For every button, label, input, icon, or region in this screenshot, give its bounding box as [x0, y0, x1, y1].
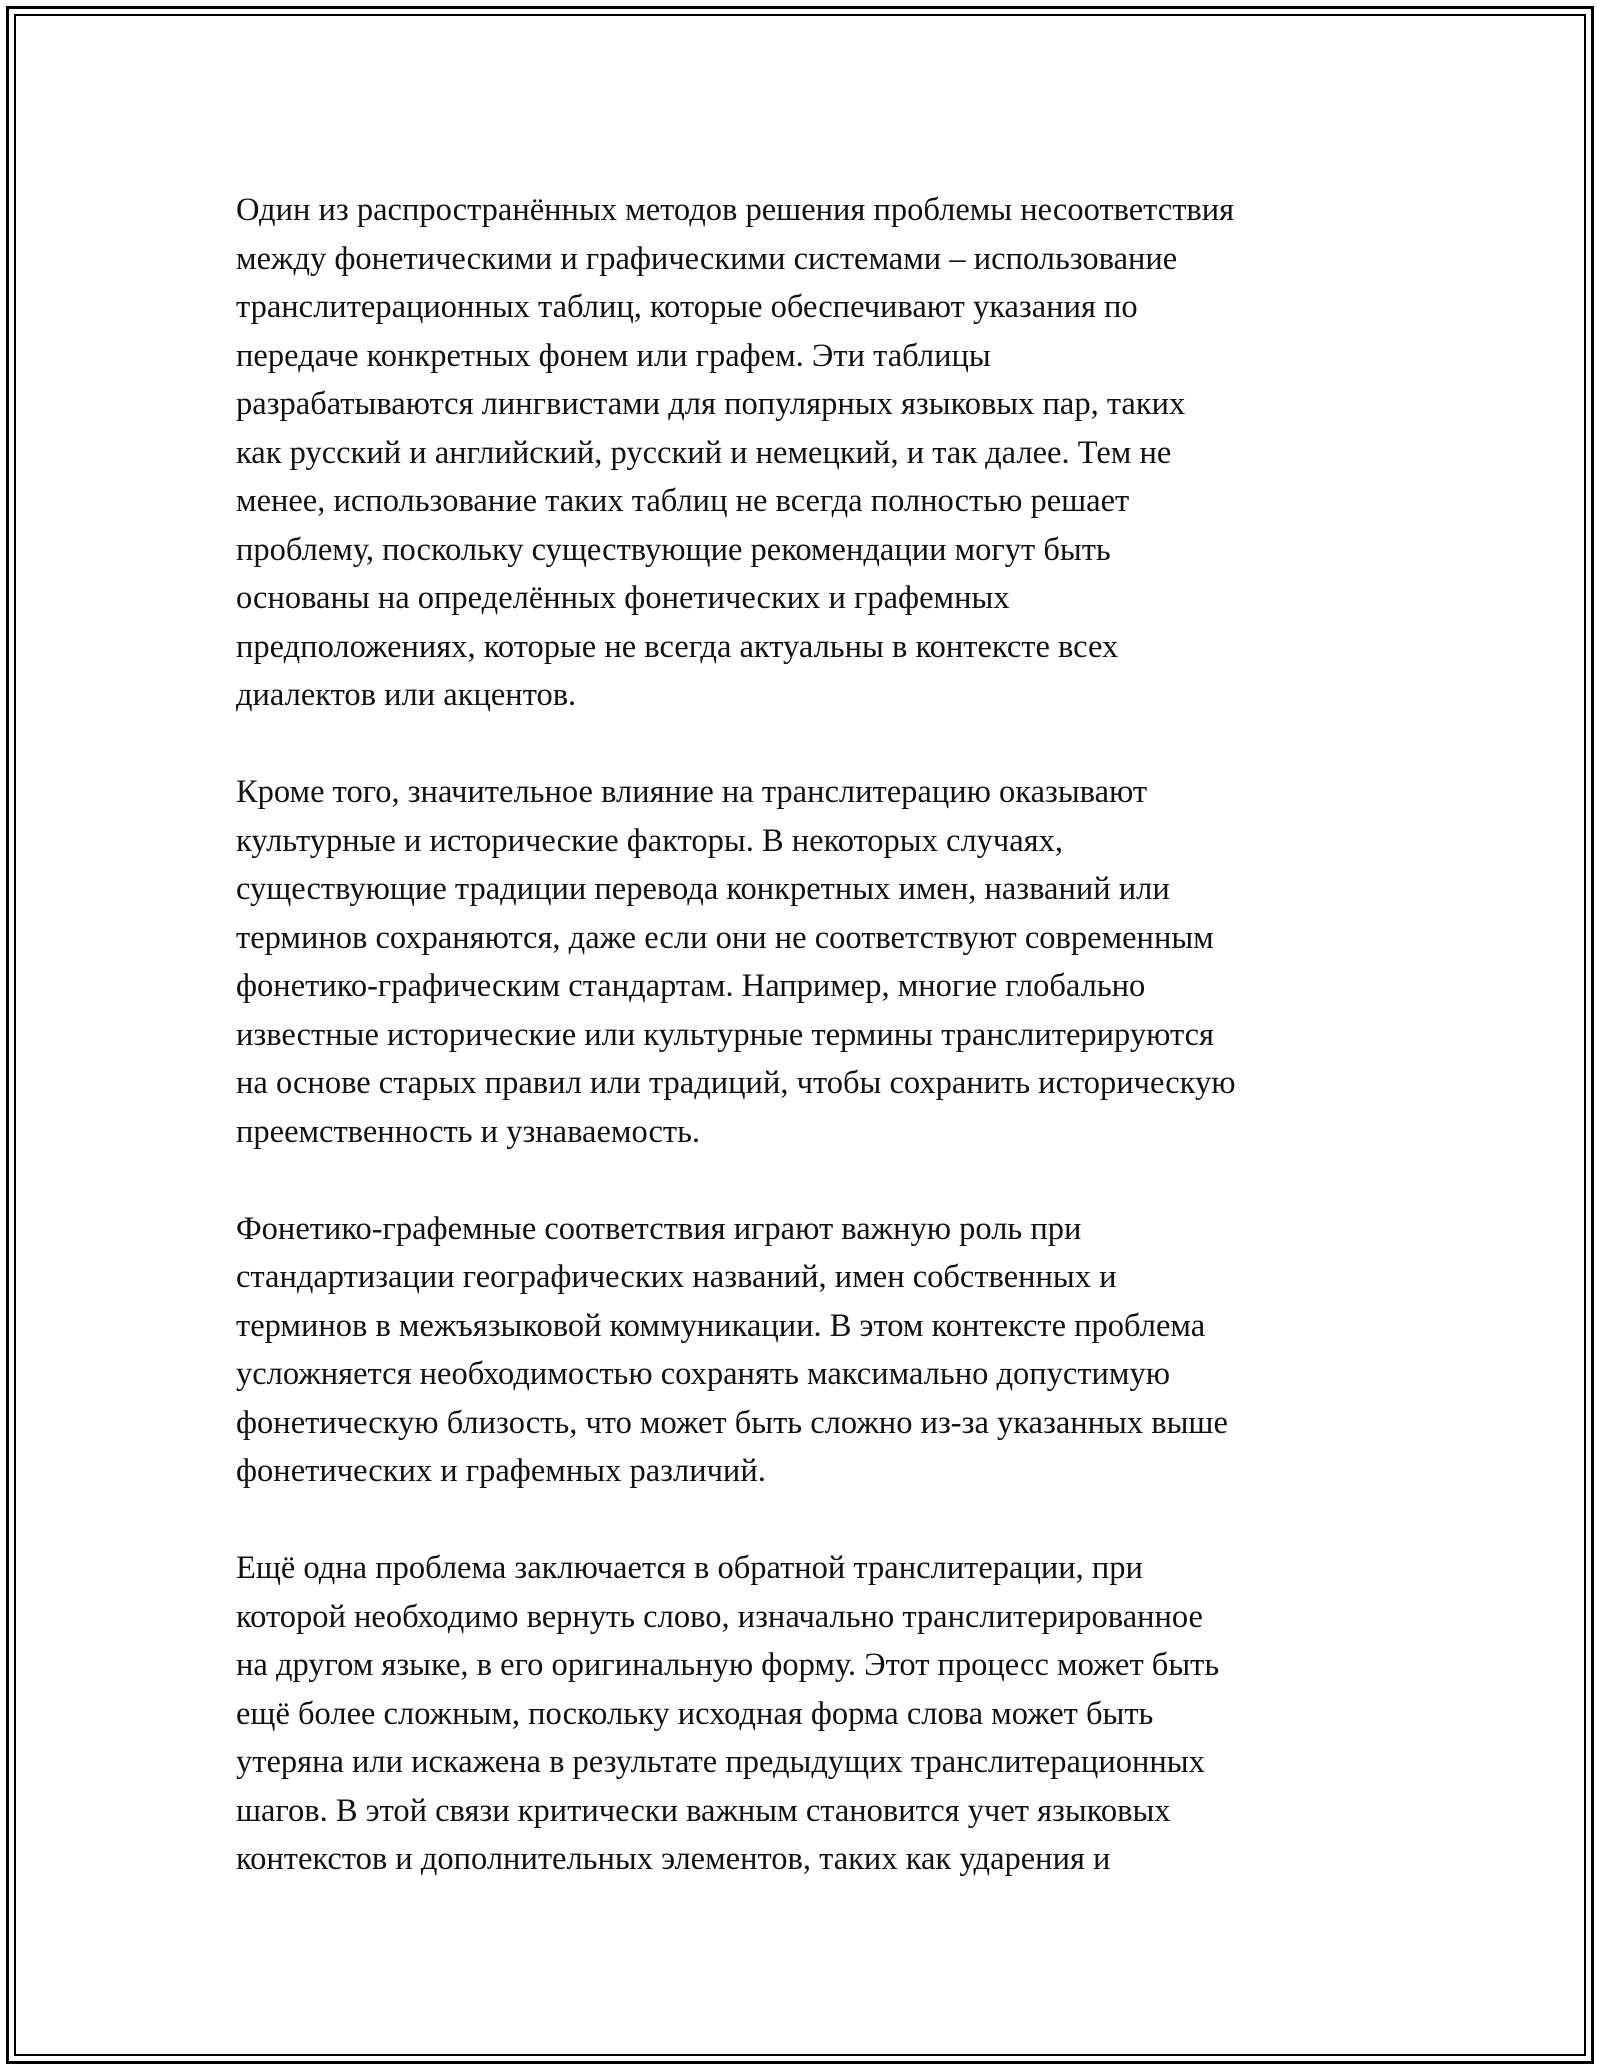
text-line: шагов. В этой связи критически важным становится учет языковых [236, 1792, 1171, 1829]
text-line: проблему, поскольку существующие рекомендации могут быть [236, 531, 1111, 568]
text-line: между фонетическими и графическими системами – использование [236, 240, 1178, 277]
text-line: терминов сохраняются, даже если они не соответствуют современным [236, 919, 1214, 956]
text-line: менее, использование таких таблиц не всегда полностью решает [236, 483, 1130, 519]
text-line: предположениях, которые не всегда актуальны в контексте всех [236, 628, 1119, 665]
paragraph-1 [236, 186, 1386, 720]
text-line: культурные и исторические факторы. В некоторых случаях, [236, 822, 1064, 859]
text-line: фонетическую близость, что может быть сложно из-за указанных выше [236, 1404, 1228, 1441]
text-line: диалектов или акцентов. [236, 677, 577, 713]
text-line: передаче конкретных фонем или графем. Эти таблицы [236, 337, 991, 374]
text-line: основаны на определённых фонетических и графемных [236, 580, 1010, 616]
text-line: ещё более сложным, поскольку исходная форма слова может быть [236, 1695, 1154, 1732]
text-line: Кроме того, значительное влияние на транслитерацию оказывают [236, 774, 1148, 810]
text-line: известные исторические или культурные термины транслитерируются [236, 1016, 1214, 1053]
text-line: существующие традиции перевода конкретных имен, названий или [236, 871, 1170, 907]
paragraph-4 [236, 1544, 1386, 1884]
text-line: фонетических и графемных различий. [236, 1453, 766, 1489]
text-line: Один из распространённых методов решения проблемы несоответствия [236, 192, 1235, 228]
text-line: преемственность и узнаваемость. [236, 1113, 701, 1150]
text-line: на основе старых правил или традиций, чтобы сохранить историческую [236, 1065, 1236, 1101]
document-body [236, 186, 1386, 1932]
text-line: транслитерационных таблиц, которые обеспечивают указания по [236, 289, 1138, 325]
text-line: которой необходимо вернуть слово, изначально транслитерированное [236, 1598, 1203, 1635]
text-line: как русский и английский, русский и немецкий, и так далее. Тем не [236, 434, 1172, 471]
text-line: фонетико-графическим стандартам. Например, многие глобально [236, 968, 1146, 1004]
text-line: усложняется необходимостью сохранять максимально допустимую [236, 1356, 1171, 1392]
text-line: Фонетико-графемные соответствия играют важную роль при [236, 1210, 1082, 1247]
text-line: на другом языке, в его оригинальную форму. Этот процесс может быть [236, 1647, 1220, 1683]
text-line: утеряна или искажена в результате предыдущих транслитерационных [236, 1744, 1205, 1780]
paragraph-3 [236, 1205, 1386, 1496]
text-line: разрабатываются лингвистами для популярных языковых пар, таких [236, 386, 1186, 422]
paragraph-2 [236, 768, 1386, 1156]
text-line: Ещё одна проблема заключается в обратной транслитерации, при [236, 1550, 1143, 1586]
text-line: терминов в межъязыковой коммуникации. В этом контексте проблема [236, 1307, 1206, 1344]
text-line: контекстов и дополнительных элементов, таких как ударения и [236, 1841, 1111, 1877]
text-line: стандартизации географических названий, имен собственных и [236, 1259, 1117, 1295]
